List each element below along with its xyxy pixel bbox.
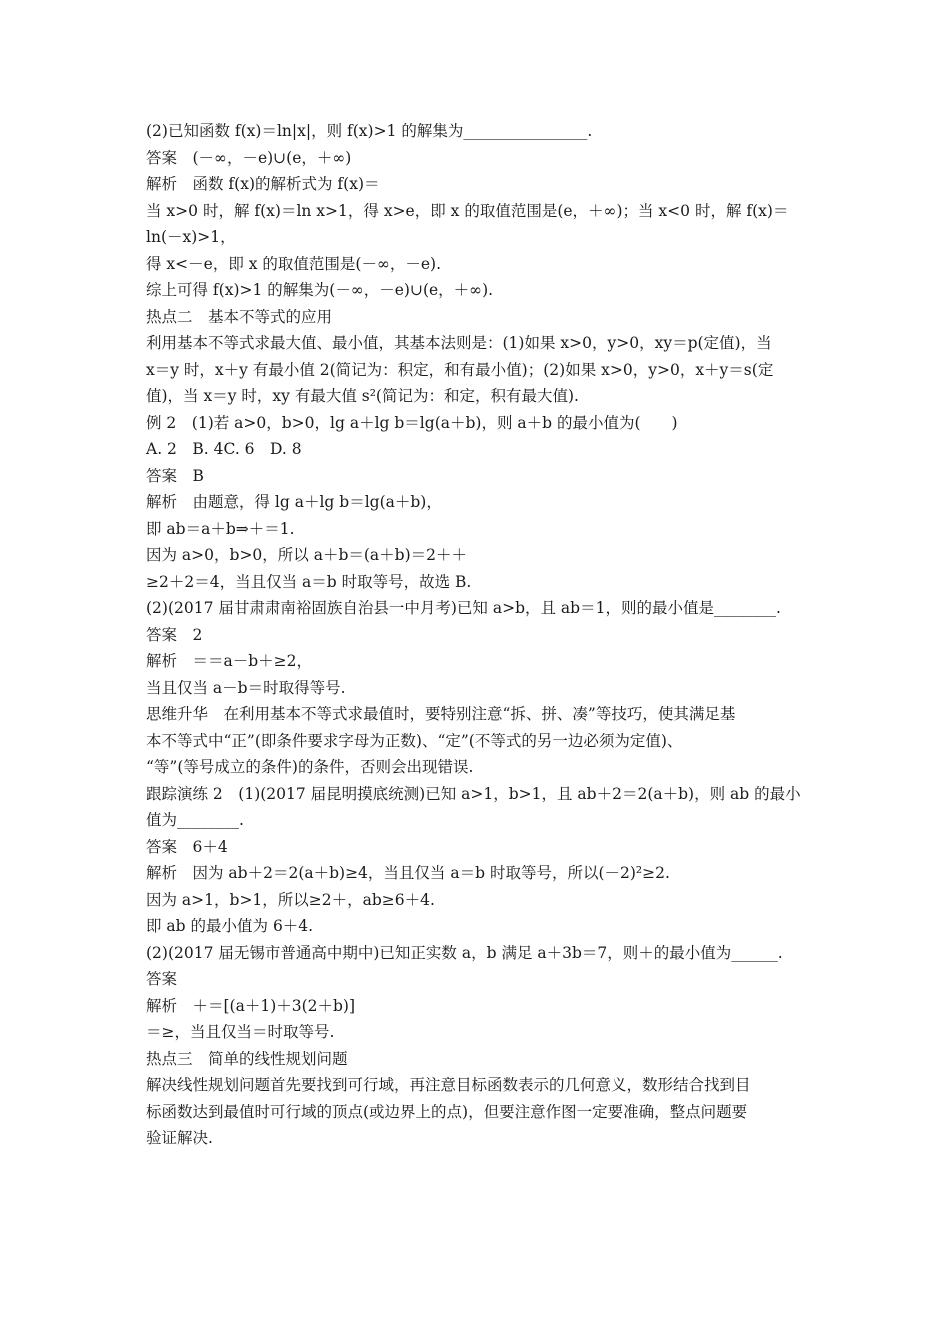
section-heading: 热点二 基本不等式的应用 bbox=[146, 307, 333, 326]
text-line: 得 x<－e，即 x 的取值范围是(－∞，－e). bbox=[146, 254, 442, 273]
text-line: ln(－x)>1， bbox=[146, 228, 236, 246]
example-heading: 例 2 (1)若 a>0，b>0，lg a＋lg b＝lg(a＋b)，则 a＋b 的最小值为( ) bbox=[146, 413, 678, 432]
text-line: (2)(2017 届无锡市普通高中期中)已知正实数 a，b 满足 a＋3b＝7，则＋的最小值为______. bbox=[146, 943, 783, 962]
text-line: 验证解决. bbox=[146, 1129, 213, 1147]
text-line: 答案 2 bbox=[146, 625, 203, 644]
text-line: 标函数达到最值时可行域的顶点(或边界上的点)，但要注意作图一定要准确，整点问题要 bbox=[146, 1102, 748, 1121]
text-line: 答案 6＋4 bbox=[146, 837, 228, 856]
text-line: 利用基本不等式求最大值、最小值，其基本法则是：(1)如果 x>0，y>0，xy＝p(定值)，当 bbox=[146, 334, 772, 352]
text-line: 综上可得 f(x)>1 的解集为(－∞，－e)∪(e，＋∞). bbox=[146, 281, 494, 299]
text-line: “等”(等号成立的条件)的条件，否则会出现错误. bbox=[146, 758, 474, 776]
text-line: ＝≥，当且仅当＝时取等号. bbox=[146, 1023, 335, 1041]
text-line: 即 ab＝a＋b⇒＋＝1. bbox=[146, 519, 295, 538]
text-line: 因为 a>0，b>0，所以 a＋b＝(a＋b)＝2＋＋ bbox=[146, 546, 467, 564]
text-line: 当且仅当 a－b＝时取得等号. bbox=[146, 678, 346, 697]
text-line: 答案 B bbox=[146, 466, 204, 485]
section-heading: 热点三 简单的线性规划问题 bbox=[146, 1049, 348, 1068]
text-line: 值)，当 x＝y 时，xy 有最大值 s²(简记为：和定，积有最大值). bbox=[146, 387, 579, 405]
text-line: 即 ab 的最小值为 6＋4. bbox=[146, 917, 314, 935]
text-line: 思维升华 在利用基本不等式求最值时，要特别注意“拆、拼、凑”等技巧，使其满足基 bbox=[146, 705, 736, 723]
answer-options: A. 2 B. 4C. 6 D. 8 bbox=[146, 440, 302, 458]
text-line: 解析 函数 f(x)的解析式为 f(x)＝ bbox=[146, 175, 380, 193]
text-line: 答案 (－∞，－e)∪(e，＋∞) bbox=[146, 148, 352, 167]
document-body bbox=[146, 118, 826, 1152]
text-line: 解析 由题意，得 lg a＋lg b＝lg(a＋b)， bbox=[146, 493, 442, 511]
text-line: 跟踪演练 2 (1)(2017 届昆明摸底统测)已知 a>1，b>1，且 ab＋2＝2(a＋b)，则 ab 的最小 bbox=[146, 784, 801, 803]
text-line: ≥2＋2＝4，当且仅当 a＝b 时取等号，故选 B. bbox=[146, 572, 472, 591]
text-line: 答案 bbox=[146, 970, 178, 988]
text-line: 解析 ＝＝a－b＋≥2， bbox=[146, 652, 313, 670]
text-line: 解析 ＋＝[(a＋1)＋3(2＋b)] bbox=[146, 996, 356, 1015]
text-line: 解析 因为 ab＋2＝2(a＋b)≥4，当且仅当 a＝b 时取等号，所以(－2)²≥2. bbox=[146, 864, 670, 882]
text-line: (2)(2017 届甘肃肃南裕固族自治县一中月考)已知 a>b，且 ab＝1，则的最小值是________. bbox=[146, 599, 781, 617]
text-line: (2)已知函数 f(x)＝ln|x|，则 f(x)>1 的解集为________________. bbox=[146, 122, 593, 140]
text-line: 因为 a>1，b>1，所以≥2＋，ab≥6＋4. bbox=[146, 890, 435, 909]
text-line: 值为________. bbox=[146, 811, 244, 829]
text-line: 解决线性规划问题首先要找到可行域，再注意目标函数表示的几何意义，数形结合找到目 bbox=[146, 1076, 751, 1094]
text-line: 当 x>0 时，解 f(x)＝ln x>1，得 x>e，即 x 的取值范围是(e，＋∞)；当 x<0 时，解 f(x)＝ bbox=[146, 201, 789, 220]
text-line: x＝y 时，x＋y 有最小值 2(简记为：积定，和有最小值)；(2)如果 x>0，y>0，x＋y＝s(定 bbox=[146, 360, 774, 379]
text-line: 本不等式中“正”(即条件要求字母为正数)、“定”(不等式的另一边必须为定值)、 bbox=[146, 731, 683, 750]
